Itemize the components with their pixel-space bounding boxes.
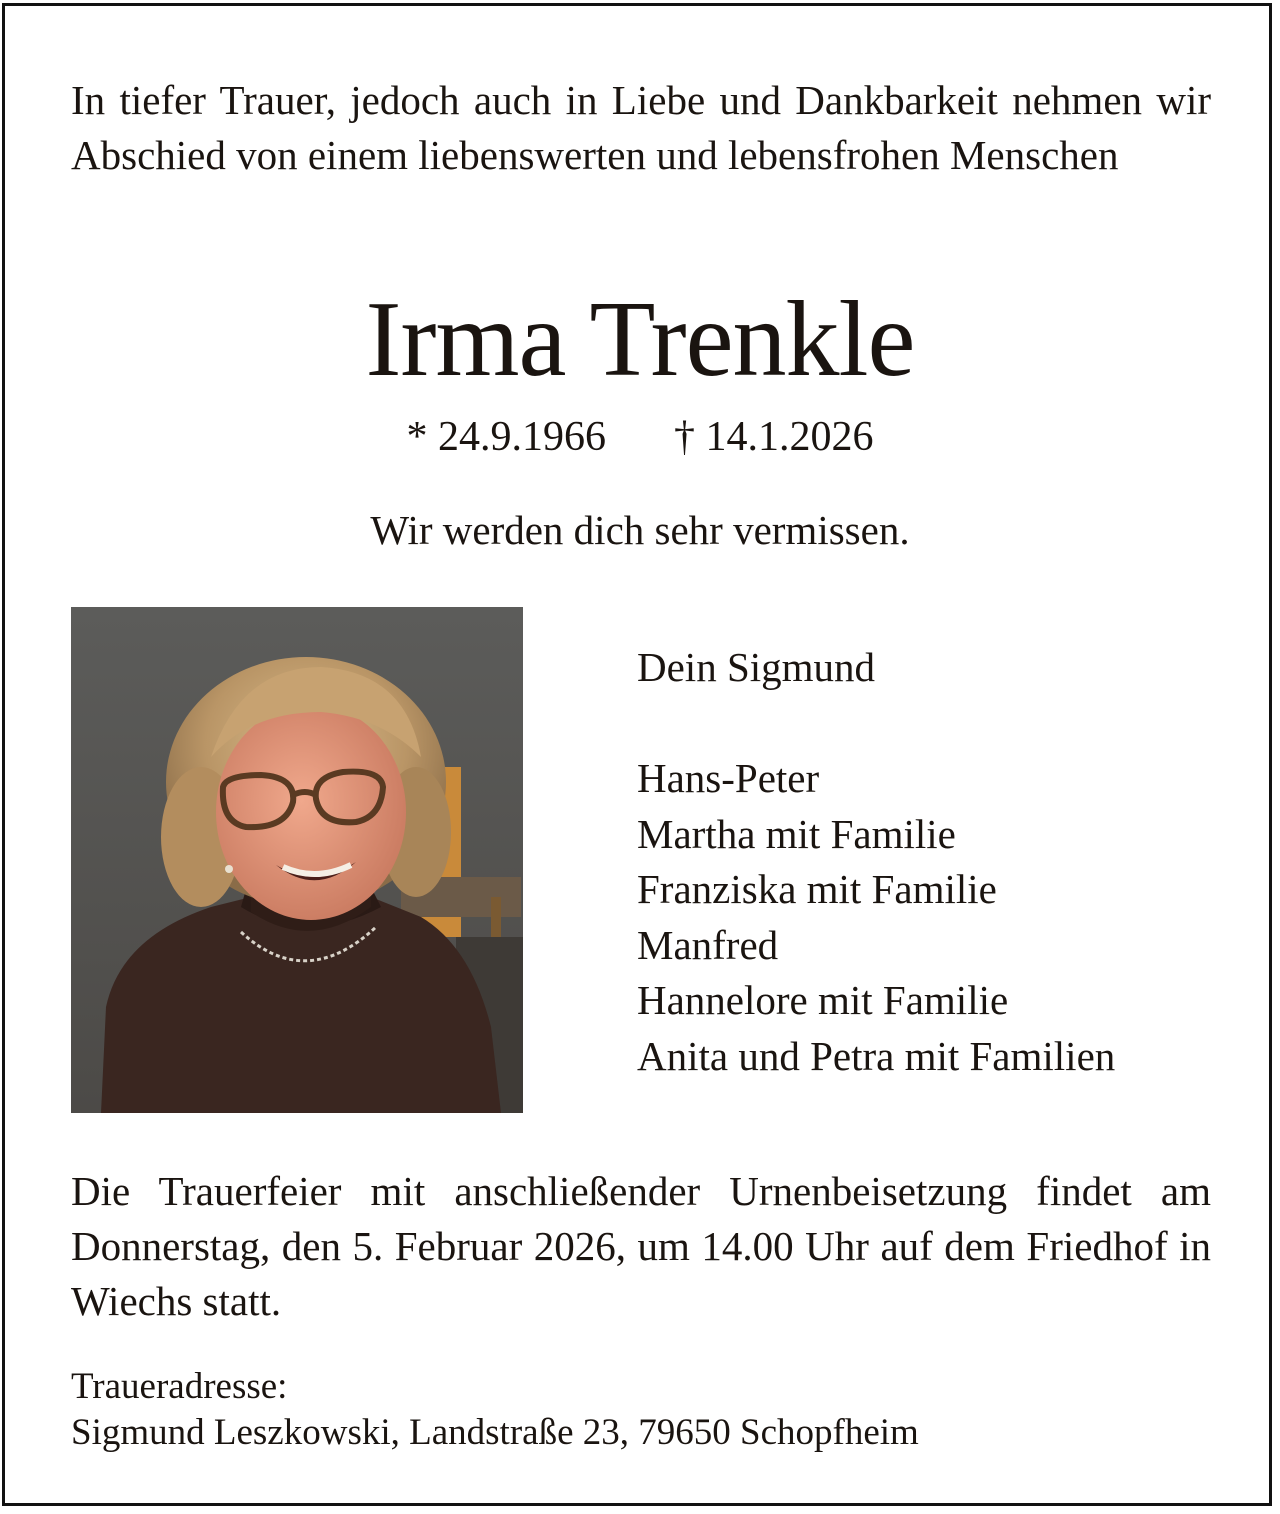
life-dates (0, 412, 1280, 462)
death-date: † 14.1.2026 (674, 414, 874, 460)
birth-date: * 24.9.1966 (406, 414, 606, 460)
mourner-first: Dein Sigmund (637, 644, 876, 690)
mourner: Hannelore mit Familie (637, 977, 1009, 1023)
mourning-address (71, 1364, 1211, 1456)
mourner: Franziska mit Familie (637, 866, 997, 912)
ceremony-text: Die Trauerfeier mit anschließender Urnenbeisetzung findet am Donnerstag, den 5. Februar 2026, um 14.00 Uhr auf dem Friedhof in Wiechs statt. (71, 1168, 1211, 1324)
intro-text: In tiefer Trauer, jedoch auch in Liebe und Dankbarkeit nehmen wir Abschied von einem liebenswerten und lebensfrohen Menschen (71, 77, 1211, 178)
mourner: Manfred (637, 921, 779, 968)
deceased-name: Irma Trenkle (365, 280, 915, 399)
portrait-photo (71, 607, 523, 1113)
mourners-list (637, 640, 1237, 1084)
mourner: Martha mit Familie (637, 810, 956, 857)
mourner: Hans-Peter (637, 755, 820, 801)
address-label: Traueradresse: (71, 1366, 288, 1407)
farewell-message: Wir werden dich sehr vermissen. (370, 507, 910, 553)
mourner: Anita und Petra mit Familien (637, 1032, 1116, 1079)
address-text: Sigmund Leszkowski, Landstraße 23, 79650 Schopfheim (71, 1412, 919, 1453)
